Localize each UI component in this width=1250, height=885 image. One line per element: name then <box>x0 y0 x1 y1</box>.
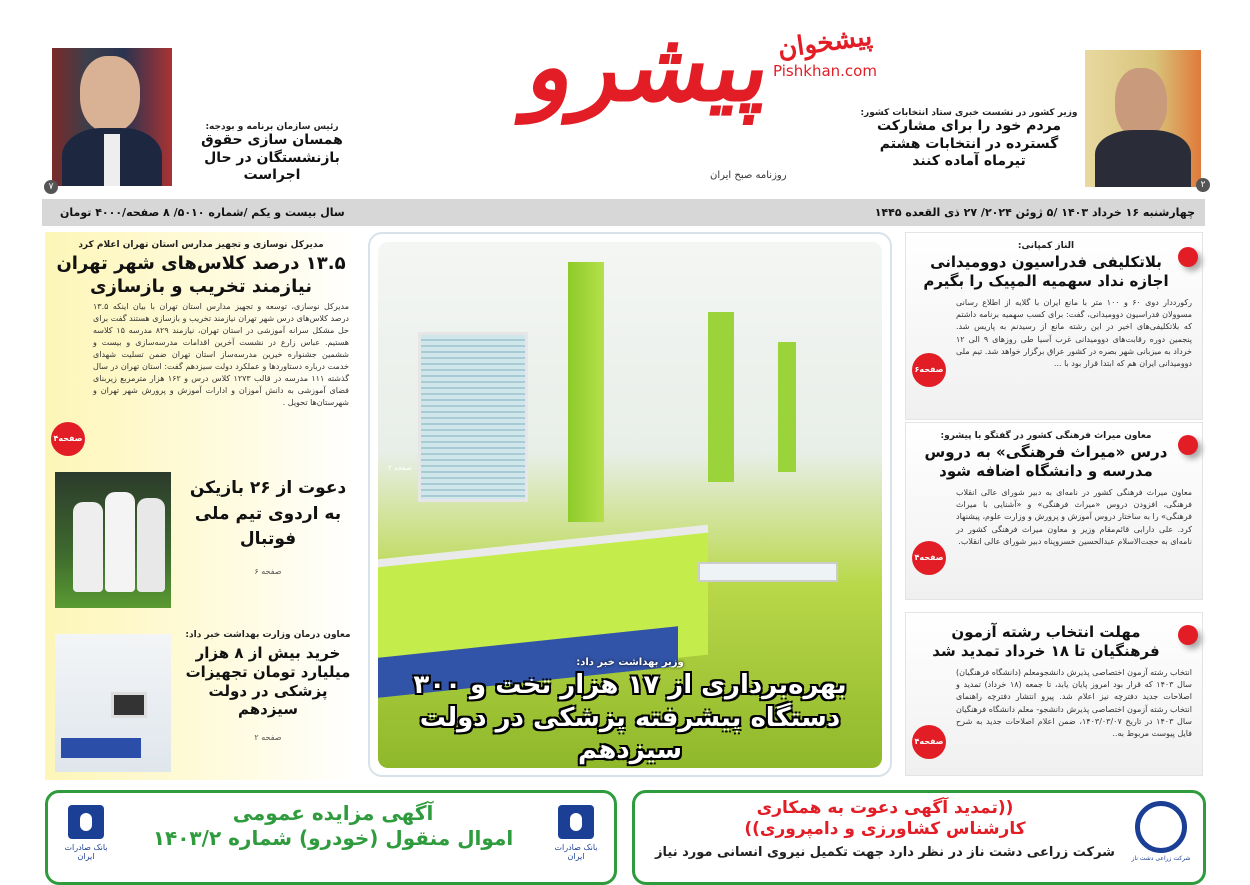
story-football[interactable] <box>185 476 351 576</box>
kicker: معاون میراث فرهنگی کشور در گفتگو با پیشرو: <box>940 431 1152 441</box>
headline: دعوت از ۲۶ بازیکن به اردوی تیم ملی فوتبال <box>189 478 347 549</box>
auction-ad[interactable] <box>45 790 617 885</box>
story-schools[interactable] <box>53 240 349 409</box>
kicker: وزیر کشور در نشست خبری ستاد انتخابات کشور: <box>860 108 1078 118</box>
bank-name: بانک صادرات ایران <box>64 843 108 861</box>
kicker: وزیر بهداشت خبر داد: <box>576 657 684 668</box>
ad-subtitle: کارشناس کشاورزی و دامپروری)) <box>744 819 1026 840</box>
kicker: معاون درمان وزارت بهداشت خبر داد: <box>185 630 351 640</box>
page-badge[interactable]: صفحه۶ <box>912 353 946 387</box>
ad-subtitle: اموال منقول (خودرو) شماره ۱۴۰۳/۲ <box>152 826 514 850</box>
issue-info: سال بیست و یکم /شماره ۵۰۱۰/ ۸ صفحه/۴۰۰۰ تومان <box>60 206 345 219</box>
page-ref: صفحه ۶ <box>254 566 282 576</box>
left-column <box>45 232 357 780</box>
headline: بهره‌برداری از ۱۷ هزار تخت و ۳۰۰ دستگاه پیشرفته پزشکی در دولت سیزدهم <box>413 670 847 765</box>
date-bar <box>42 199 1205 226</box>
story-farhangian[interactable] <box>905 612 1203 776</box>
photo-page-ref: صفحه ۲ <box>388 464 412 472</box>
story-body: معاون میراث فرهنگی کشور در نامه‌ای به دبیر شورای عالی انقلاب فرهنگی، افزودن دروس «میراث فرهنگی» و «آشنایی با میراث فرهنگی» را به ساختار دروس آموزش و پرورش و وزارت علوم، پیشنهاد کرد. علی دارابی قائم‌مقام وزیر و معاون میراث فرهنگی کشور در نامه‌ای به حجت‌الاسلام عبدالحسین خسروپناه دبیر شورای عالی انقلاب. <box>956 487 1192 547</box>
story-medical-purchase[interactable] <box>185 630 351 742</box>
page-badge[interactable]: صفحه۴ <box>51 422 85 456</box>
headline: همسان سازی حقوق بازنشستگان در حال اجراست <box>201 132 343 183</box>
top-left-photo <box>52 48 172 186</box>
company-logo <box>1129 801 1193 862</box>
story-heritage[interactable] <box>905 422 1203 600</box>
headline: مردم خود را برای مشارکت گسترده در انتخابات هشتم تیرماه آماده کنند <box>876 118 1062 169</box>
page-ref: صفحه ۲ <box>254 733 282 742</box>
top-right-photo <box>1085 50 1201 187</box>
medical-equipment-photo <box>55 634 171 772</box>
watermark-fa: پیشخوان <box>775 21 875 65</box>
story-athletics[interactable] <box>905 232 1203 420</box>
page-number: ۲ <box>1196 178 1210 192</box>
watermark <box>765 21 885 80</box>
page-number: ۷ <box>44 180 58 194</box>
logo-text: پیشرو <box>520 10 781 123</box>
bullet-icon <box>1178 247 1198 267</box>
story-body: مدیرکل نوسازی، توسعه و تجهیز مدارس استان تهران با بیان اینکه ۱۳.۵ درصد کلاس‌های درس شهر تهران نیازمند تخریب و بازسازی هستند گفت برای حل مشکل سرانه آموزشی در استان تهران، نیازمند ۸۲۹ مدرسه ۱۵ کلاسه هستیم. عباس زارع در نشست آخرین اقدامات مدرسه‌سازی و بیست و ششمین جشنواره خیرین مدرسه‌ساز استان تهران ضمن تسلیت شهدای خدمت درباره دستاوردها و عملکرد دولت سیزدهم گفت: استان تهران در سال گذشته ۱۱۱ مدرسه در قالب ۱۲۷۳ کلاس درس و ۱۶۲ هزار مترمربع زیربنای فضای آموزشی به دانش آموزان و ادارات آموزش و پرورش شهر تهران و شهرستان‌ها تحویل . <box>93 302 350 407</box>
watermark-en: Pishkhan.com <box>773 62 877 80</box>
ad-title: ((تمدید آگهی دعوت به همکاری <box>756 798 1014 818</box>
headline: خرید بیش از ۸ هزار میلیارد تومان تجهیزات پزشکی در دولت سیزدهم <box>185 644 351 719</box>
kicker: مدیرکل نوسازی و تجهیز مدارس استان تهران اعلام کرد <box>78 240 324 250</box>
main-story[interactable] <box>368 232 892 777</box>
story-body: رکورددار دوی ۶۰ و ۱۰۰ متر با مانع ایران با گلایه از اطلاع رسانی مسوولان فدراسیون دوومیدانی، گفت: برای کسب سهمیه برنامه داشتم که بلاتکلیفی‌های اخیر در این رشته مانع از رسیدنم به پاریس شد. پنجمین دوره رقابت‌های دوومیدانی غرب آسیا طی روزهای ۹ الی ۱۲ خرداد به میزبانی شهر بصره در کشور عراق برگزار خواهد شد. تیم ملی دوومیدانی ایران هم که ابتدا قرار بود با ... <box>956 297 1193 369</box>
job-ad[interactable] <box>632 790 1206 885</box>
page-badge[interactable]: صفحه۴ <box>912 725 946 759</box>
football-team-photo <box>55 472 171 608</box>
kicker: الناز کمپانی: <box>1017 241 1075 251</box>
page-badge[interactable]: صفحه۴ <box>912 541 946 575</box>
headline: بلاتکلیفی فدراسیون دوومیدانی اجازه نداد سهمیه المپیک را بگیرم <box>923 253 1169 290</box>
ad-title: آگهی مزایده عمومی <box>232 801 434 825</box>
top-left-story[interactable] <box>176 122 368 185</box>
bullet-icon <box>1178 435 1198 455</box>
bank-logo-right <box>546 805 606 861</box>
date: چهارشنبه ۱۶ خرداد ۱۴۰۳ /۵ ژوئن ۲۰۲۴/ ۲۷ ذی القعده ۱۴۴۵ <box>874 206 1195 219</box>
bank-name: بانک صادرات ایران <box>554 843 598 861</box>
company-name: شرکت زراعی دشت ناز <box>1131 855 1191 862</box>
headline: مهلت انتخاب رشته آزمون فرهنگیان تا ۱۸ خرداد تمدید شد <box>932 623 1160 660</box>
tagline: روزنامه صبح ایران <box>710 170 787 181</box>
headline: ۱۳.۵ درصد کلاس‌های شهر تهران نیازمند تخریب و بازسازی <box>56 253 346 297</box>
headline: درس «میراث فرهنگی» به دروس مدرسه و دانشگاه اضافه شود <box>924 443 1168 480</box>
newspaper-logo <box>520 10 787 190</box>
bank-logo-left <box>56 805 116 861</box>
kicker: رئیس سازمان برنامه و بودجه: <box>205 122 339 132</box>
story-body: انتخاب رشته آزمون اختصاصی پذیرش دانشجومعلم (دانشگاه فرهنگیان) سال ۱۴۰۳ که قرار بود امروز پایان یابد، تا جمعه (۱۸ خرداد) تمدید و اصلاحات جدید دفترچه نیز اعلام شد. پیرو انتشار دفترچه راهنمای انتخاب رشته آزمون اختصاصی پذیرش دانشجو- معلم دانشگاه فرهنگیان سال ۱۴۰۳ در تاریخ ۱۴۰۳/۰۳/۰۷، ضمن اعلام اصلاحات جدید به شرح فایل پیوست مربوط به.. <box>956 667 1192 739</box>
ad-text: شرکت زراعی دشت ناز در نظر دارد جهت تکمیل نیروی انسانی مورد نیاز <box>655 844 1115 860</box>
bullet-icon <box>1178 625 1198 645</box>
top-right-story[interactable] <box>860 108 1078 171</box>
